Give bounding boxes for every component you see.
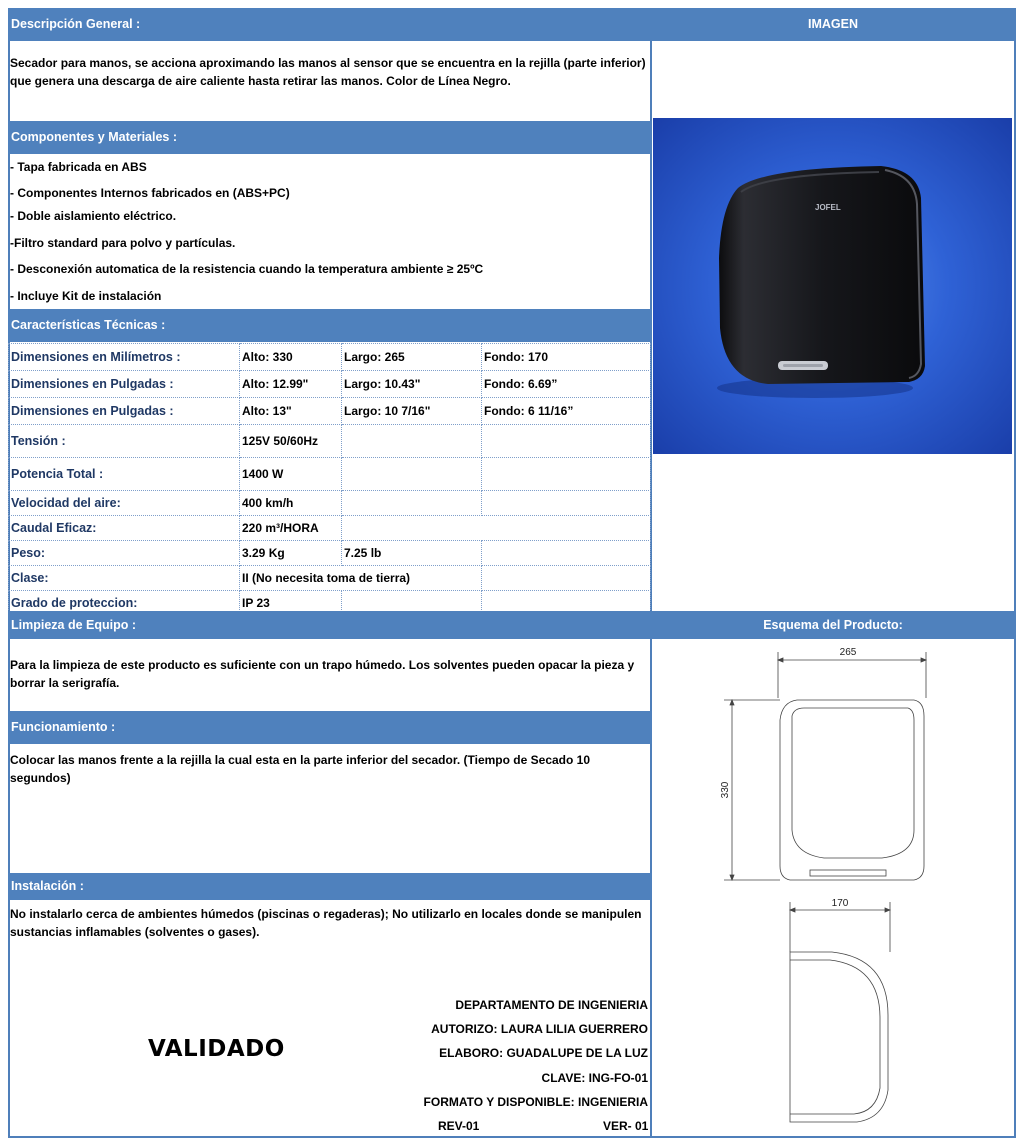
spec-value: IP 23 [240,591,342,616]
product-photo [653,118,1012,454]
spec-value [482,541,651,566]
caracteristicas-header: Características Técnicas : [8,309,652,342]
funcionamiento-header: Funcionamiento : [8,711,652,744]
componente-item: - Desconexión automatica de la resistencia cuando la temperatura ambiente ≥ 25ºC [10,262,484,276]
hand-dryer-image [653,118,1012,454]
limpieza-header: Limpieza de Equipo : [8,611,652,639]
componente-item: - Tapa fabricada en ABS [10,160,147,174]
componente-item: -Filtro standard para polvo y partículas. [10,236,236,250]
instalacion-text [10,905,646,941]
descripcion-line-2: que genera una descarga de aire caliente hasta retirar las manos. Color de Línea Negro. [10,74,511,88]
spec-label: Caudal Eficaz: [9,516,240,541]
spec-value [482,491,651,516]
spec-value [482,458,651,491]
instalacion-line-2: sustancias inflamables (solventes o gases). [10,925,260,939]
brand-logo: JOFEL [815,203,841,212]
spec-label: Peso: [9,541,240,566]
validado-stamp: VALIDADO [148,1036,285,1062]
descripcion-line-1: Secador para manos, se acciona aproximando las manos al sensor que se encuentra en la rejilla (parte inferior) [10,56,646,70]
esquema-header: Esquema del Producto: [650,611,1016,639]
footer-elaboro: ELABORO: GUADALUPE DE LA LUZ [439,1046,648,1060]
table-row [9,516,651,541]
componentes-header: Componentes y Materiales : [8,121,652,154]
spec-label: Velocidad del aire: [9,491,240,516]
descripcion-text [10,54,646,90]
table-row [9,425,651,458]
spec-label: Dimensiones en Pulgadas : [9,398,240,425]
spec-value: Largo: 10 7/16" [342,398,482,425]
front-view-outline [780,700,924,880]
footer-departamento: DEPARTAMENTO DE INGENIERIA [455,998,648,1012]
table-row [9,371,651,398]
limpieza-text [10,656,646,692]
spec-label: Potencia Total : [9,458,240,491]
spec-value [342,516,651,541]
footer-formato: FORMATO Y DISPONIBLE: INGENIERIA [423,1095,648,1109]
spec-value: Fondo: 170 [482,344,651,371]
spec-value: Alto: 12.99" [240,371,342,398]
footer-autorizo: AUTORIZO: LAURA LILIA GUERRERO [431,1022,648,1036]
componente-item: - Componentes Internos fabricados en (ABS+PC) [10,186,290,200]
spec-value [342,491,482,516]
componente-item: - Incluye Kit de instalación [10,289,162,303]
spec-value: 125V 50/60Hz [240,425,342,458]
funcionamiento-line-1: Colocar las manos frente a la rejilla la cual esta en la parte inferior del secador. (Tiempo de Secado 10 [10,753,591,767]
spec-value: II (No necesita toma de tierra) [240,566,482,591]
footer-clave: CLAVE: ING-FO-01 [541,1071,648,1085]
spec-value: Alto: 13" [240,398,342,425]
spec-value: 3.29 Kg [240,541,342,566]
spec-value: 7.25 lb [342,541,482,566]
side-view-outline [790,952,888,1122]
spec-value [342,458,482,491]
spec-value: Fondo: 6.69” [482,371,651,398]
spec-value [482,566,651,591]
table-row [9,541,651,566]
width-dimension-label: 265 [839,647,857,658]
spec-label: Tensión : [9,425,240,458]
spec-value: Largo: 10.43" [342,371,482,398]
instalacion-line-1: No instalarlo cerca de ambientes húmedos (piscinas o regaderas); No utilizarlo en locales donde se manipulen [10,907,642,921]
limpieza-line-1: Para la limpieza de este producto es suficiente con un trapo húmedo. Los solventes pueden opacar la pieza y [10,658,635,672]
spec-label: Dimensiones en Pulgadas : [9,371,240,398]
product-schematic [652,640,1014,1136]
table-row [9,566,651,591]
spec-value: 1400 W [240,458,342,491]
footer-ver: VER- 01 [603,1119,649,1133]
spec-label: Clase: [9,566,240,591]
spec-value: 400 km/h [240,491,342,516]
table-row [9,398,651,425]
spec-value [482,425,651,458]
funcionamiento-line-2: segundos) [10,771,71,785]
componente-item: - Doble aislamiento eléctrico. [10,209,177,223]
footer-rev: REV-01 [438,1119,480,1133]
spec-value: Largo: 265 [342,344,482,371]
height-dimension-label: 330 [720,781,731,799]
spec-label: Dimensiones en Milímetros : [9,344,240,371]
limpieza-line-2: borrar la serigrafía. [10,676,120,690]
spec-label: Grado de proteccion: [9,591,240,616]
table-row [9,458,651,491]
table-row [9,491,651,516]
spec-value: Fondo: 6 11/16” [482,398,651,425]
imagen-header: IMAGEN [650,8,1016,41]
spec-value [342,425,482,458]
spec-value: Alto: 330 [240,344,342,371]
instalacion-header: Instalación : [8,873,652,900]
descripcion-header: Descripción General : [8,8,652,41]
table-row [9,344,651,371]
dryer-body [719,166,925,384]
depth-dimension-label: 170 [831,898,849,909]
specs-table [8,343,651,616]
spec-value: 220 m³/HORA [240,516,342,541]
funcionamiento-text [10,751,646,787]
